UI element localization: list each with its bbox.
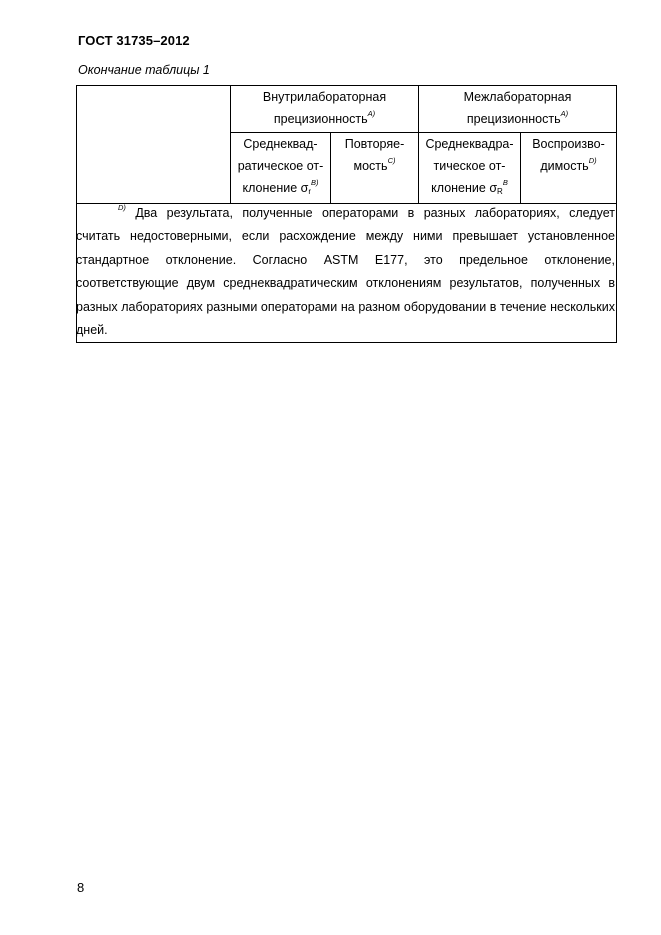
header-std-dev-repeatability [231,133,330,199]
header-interlab-mark: A) [560,109,569,118]
col1-line2: ратическое от- [237,159,324,173]
precision-table [76,85,617,343]
col3-sub: R [497,187,503,196]
header-interlab-line2-wrap [419,108,616,130]
col1-line3: клонение σ [242,181,309,195]
header-std-dev-reproducibility [419,133,520,199]
header-reproducibility [521,133,616,177]
header-intralab-line2-wrap [231,108,418,130]
footnote-text: Два результата, полученные операторами в разных лабораториях, следует считать недостоверными, если расхождение между ними превышает установленное стандартное отклонение. Согласно ASTM E177, это предельное отклонение, соответствующие двум среднеквадратическим отклонениям результатов, полученных в разных лабораториях разными операторами на разном оборудовании в течение нескольких дней. [76,206,615,338]
header-interlab-precision [419,86,616,130]
header-intralab-mark: A) [367,109,376,118]
col1-line3-wrap [231,177,330,199]
table-footnote [76,202,617,342]
header-intralab-line1: Внутрилабораторная [262,90,387,104]
col3-line2: тическое от- [433,159,506,173]
col3-line3: клонение σ [431,181,498,195]
col1-line1: Среднеквад- [243,137,318,151]
col3-line1: Среднеквадра- [425,137,514,151]
header-interlab-line2: прецизионность [466,112,561,126]
col1-sub: r [308,187,312,196]
col4-mark: D) [588,156,597,165]
footnote-mark: D) [118,203,126,212]
document-header: ГОСТ 31735–2012 [78,33,190,48]
col2-line2-wrap [331,155,418,177]
col3-line3-wrap [419,177,520,199]
page-number: 8 [77,880,85,895]
header-intralab-line2: прецизионность [273,112,368,126]
header-interlab-line1: Межлабораторная [463,90,572,104]
col2-line1: Повторяе- [344,137,405,151]
col2-line2: мость [353,159,388,173]
col4-line2-wrap [521,155,616,177]
table-caption: Окончание таблицы 1 [78,63,210,77]
col4-line1: Воспроизво- [532,137,605,151]
col4-line2: димость [540,159,589,173]
col1-mark: B) [311,178,319,187]
col3-mark: B [502,178,508,187]
header-intralab-precision [231,86,418,130]
col2-mark: C) [387,156,396,165]
header-repeatability [331,133,418,177]
